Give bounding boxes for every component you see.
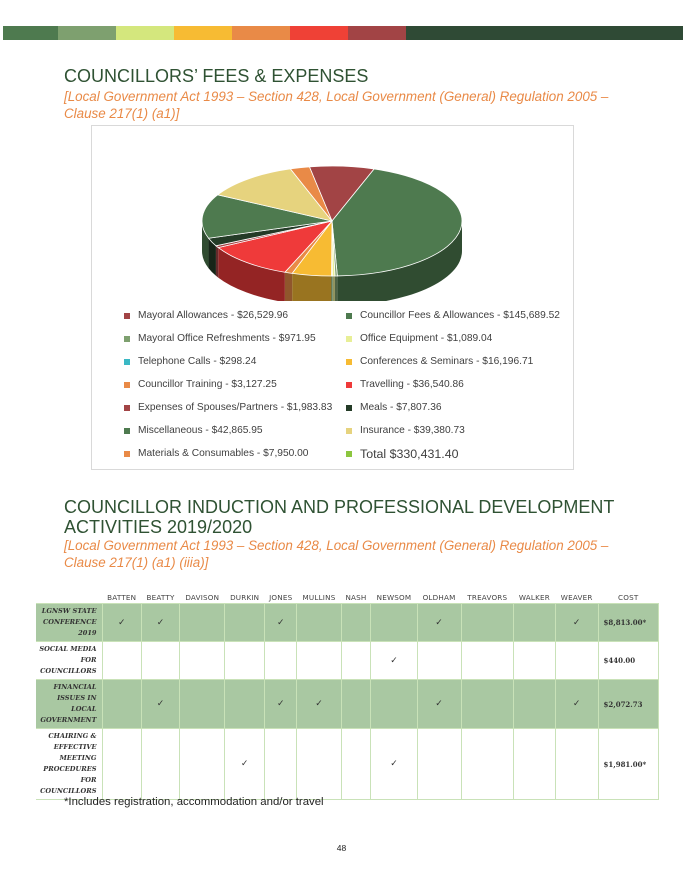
- attendance-cell: [141, 680, 179, 729]
- check-icon: ✓: [117, 617, 126, 628]
- check-icon: ✓: [390, 759, 398, 769]
- strip-segment: [290, 26, 348, 40]
- attendance-cell: [264, 680, 297, 729]
- column-header: BEATTY: [146, 592, 175, 602]
- attendance-cell: [264, 729, 297, 800]
- legend-label: Telephone Calls - $298.24: [138, 356, 257, 367]
- check-icon: ✓: [390, 655, 398, 666]
- cost-cell: $8,813.00*: [598, 604, 658, 642]
- legend-label: Conferences & Seminars - $16,196.71: [360, 356, 534, 367]
- attendance-cell: [225, 604, 265, 642]
- chart-legend: [124, 306, 564, 463]
- legend-swatch: [124, 313, 130, 319]
- table-row: [36, 729, 659, 800]
- table-row: [36, 680, 659, 729]
- strip-segment: [58, 26, 116, 40]
- legend-item: [346, 352, 564, 371]
- legend-total-label: Total $330,431.40: [360, 446, 459, 461]
- strip-segment: [174, 26, 232, 40]
- header-color-strip: [3, 26, 683, 40]
- legend-label: Councillor Fees & Allowances - $145,689.52: [360, 310, 560, 321]
- attendance-cell: [180, 729, 225, 800]
- attendance-cell: [555, 680, 598, 729]
- legend-label: Mayoral Office Refreshments - $971.95: [138, 333, 316, 344]
- section-title-fees: COUNCILLORS’ FEES & EXPENSES: [64, 66, 369, 86]
- column-header: DAVISON: [185, 592, 220, 602]
- column-header: NASH: [345, 592, 367, 602]
- row-label: FINANCIAL ISSUES IN LOCAL GOVERNMENT: [36, 680, 102, 729]
- legend-label: Meals - $7,807.36: [360, 402, 442, 413]
- legend-label: Mayoral Allowances - $26,529.96: [138, 310, 289, 321]
- check-icon: ✓: [435, 699, 443, 709]
- legend-item: [124, 375, 346, 394]
- legend-item: [346, 306, 564, 325]
- row-label: SOCIAL MEDIA FOR COUNCILLORS: [36, 642, 102, 680]
- attendance-cell: [341, 642, 371, 680]
- pie-slice-side: [335, 276, 337, 301]
- column-header: TREAVORS: [467, 592, 508, 602]
- attendance-cell: [141, 729, 179, 800]
- attendance-cell: [514, 604, 556, 642]
- attendance-cell: [371, 729, 417, 800]
- legend-label: Insurance - $39,380.73: [360, 425, 465, 436]
- check-icon: ✓: [572, 699, 581, 709]
- legend-item: [124, 398, 346, 417]
- attendance-cell: [371, 642, 417, 680]
- attendance-cell: [461, 642, 513, 680]
- attendance-cell: [102, 680, 141, 729]
- legend-swatch: [346, 313, 352, 319]
- legend-swatch: [124, 359, 130, 365]
- legend-label: Miscellaneous - $42,865.95: [138, 425, 263, 436]
- pie-chart-svg: [92, 126, 573, 301]
- check-icon: ✓: [156, 617, 165, 628]
- legend-label: Materials & Consumables - $7,950.00: [138, 448, 309, 459]
- attendance-cell: [555, 642, 598, 680]
- check-icon: ✓: [156, 699, 165, 709]
- strip-segment: [3, 26, 58, 40]
- attendance-cell: [264, 604, 297, 642]
- check-icon: ✓: [276, 699, 285, 709]
- check-icon: ✓: [240, 759, 249, 769]
- check-icon: ✓: [315, 699, 323, 709]
- cost-cell: $440.00: [598, 642, 658, 680]
- section-subtitle-fees: [Local Government Act 1993 – Section 428, Local Government (General) Regulation 2005 – Clause 217(1) (a1)]: [64, 89, 609, 121]
- attendance-cell: [461, 604, 513, 642]
- attendance-cell: [417, 729, 461, 800]
- legend-item: [346, 421, 564, 440]
- attendance-cell: [297, 680, 341, 729]
- attendance-cell: [417, 680, 461, 729]
- column-header: BATTEN: [107, 592, 137, 602]
- attendance-cell: [297, 729, 341, 800]
- section-subtitle-development: [Local Government Act 1993 – Section 428, Local Government (General) Regulation 2005 – Clause 217(1) (a1) (iiia)]: [64, 538, 609, 570]
- cost-cell: $1,981.00*: [598, 729, 658, 800]
- legend-swatch: [124, 382, 130, 388]
- legend-swatch: [346, 428, 352, 434]
- legend-item: [124, 421, 346, 440]
- table-row: [36, 604, 659, 642]
- attendance-cell: [341, 604, 371, 642]
- section-title-line2: ACTIVITIES 2019/2020: [64, 517, 253, 537]
- legend-total: [346, 444, 564, 463]
- attendance-cell: [297, 642, 341, 680]
- attendance-cell: [514, 729, 556, 800]
- attendance-cell: [371, 680, 417, 729]
- attendance-cell: [514, 642, 556, 680]
- attendance-cell: [555, 729, 598, 800]
- attendance-cell: [371, 604, 417, 642]
- row-label: LGNSW STATE CONFERENCE 2019: [36, 604, 102, 642]
- page-number: 48: [336, 843, 347, 853]
- column-header: NEWSOM: [376, 592, 412, 602]
- legend-label: Office Equipment - $1,089.04: [360, 333, 493, 344]
- attendance-cell: [461, 729, 513, 800]
- attendance-cell: [341, 680, 371, 729]
- attendance-cell: [225, 680, 265, 729]
- attendance-cell: [417, 604, 461, 642]
- legend-label: Expenses of Spouses/Partners - $1,983.83: [138, 402, 333, 413]
- strip-segment: [348, 26, 406, 40]
- table-row: [36, 642, 659, 680]
- section-title-development: [64, 497, 614, 537]
- development-activities-table: [36, 591, 659, 800]
- check-icon: ✓: [276, 617, 285, 628]
- attendance-cell: [514, 680, 556, 729]
- legend-item: [346, 398, 564, 417]
- legend-item: [124, 352, 346, 371]
- column-header: MULLINS: [302, 592, 336, 602]
- legend-swatch: [124, 405, 130, 411]
- attendance-cell: [180, 680, 225, 729]
- attendance-cell: [102, 604, 141, 642]
- legend-swatch: [346, 451, 352, 457]
- legend-swatch: [124, 451, 130, 457]
- pie-slice-side: [216, 246, 218, 278]
- legend-swatch: [346, 336, 352, 342]
- pie-slice-side: [332, 276, 335, 301]
- legend-item: [124, 444, 346, 463]
- column-header: OLDHAM: [422, 592, 456, 602]
- attendance-cell: [225, 642, 265, 680]
- legend-swatch: [124, 428, 130, 434]
- legend-item: [124, 329, 346, 348]
- attendance-cell: [555, 604, 598, 642]
- section-title-line1: COUNCILLOR INDUCTION AND PROFESSIONAL DEVELOPMENT: [64, 497, 615, 517]
- legend-swatch: [346, 405, 352, 411]
- column-header: DURKIN: [230, 592, 260, 602]
- strip-segment: [116, 26, 174, 40]
- table-header-row: [36, 591, 659, 604]
- pie-slice-side: [292, 273, 331, 301]
- legend-swatch: [346, 359, 352, 365]
- attendance-cell: [102, 642, 141, 680]
- column-header: WEAVER: [560, 592, 593, 602]
- strip-segment: [232, 26, 290, 40]
- column-header: WALKER: [518, 592, 550, 602]
- column-header: COST: [618, 592, 639, 602]
- attendance-cell: [225, 729, 265, 800]
- attendance-cell: [264, 642, 297, 680]
- attendance-cell: [141, 642, 179, 680]
- fees-pie-chart: [91, 125, 574, 470]
- pie-slice-side: [332, 276, 333, 301]
- pie-slice-side: [285, 272, 292, 301]
- strip-segment: [406, 26, 683, 40]
- attendance-cell: [180, 604, 225, 642]
- attendance-cell: [141, 604, 179, 642]
- legend-swatch: [124, 336, 130, 342]
- attendance-cell: [180, 642, 225, 680]
- attendance-cell: [297, 604, 341, 642]
- legend-item: [346, 375, 564, 394]
- attendance-cell: [102, 729, 141, 800]
- footnote: *Includes registration, accommodation and/or travel: [64, 796, 324, 808]
- legend-label: Councillor Training - $3,127.25: [138, 379, 277, 390]
- legend-swatch: [346, 382, 352, 388]
- attendance-cell: [341, 729, 371, 800]
- check-icon: ✓: [435, 617, 443, 628]
- attendance-cell: [417, 642, 461, 680]
- table-header-blank: [36, 591, 102, 604]
- legend-label: Travelling - $36,540.86: [360, 379, 464, 390]
- legend-item: [124, 306, 346, 325]
- cost-cell: $2,072.73: [598, 680, 658, 729]
- legend-item: [346, 329, 564, 348]
- column-header: JONES: [269, 592, 293, 602]
- row-label: CHAIRING & EFFECTIVE MEETING PROCEDURES FOR COUNCILLORS: [36, 729, 102, 800]
- attendance-cell: [461, 680, 513, 729]
- check-icon: ✓: [572, 617, 581, 628]
